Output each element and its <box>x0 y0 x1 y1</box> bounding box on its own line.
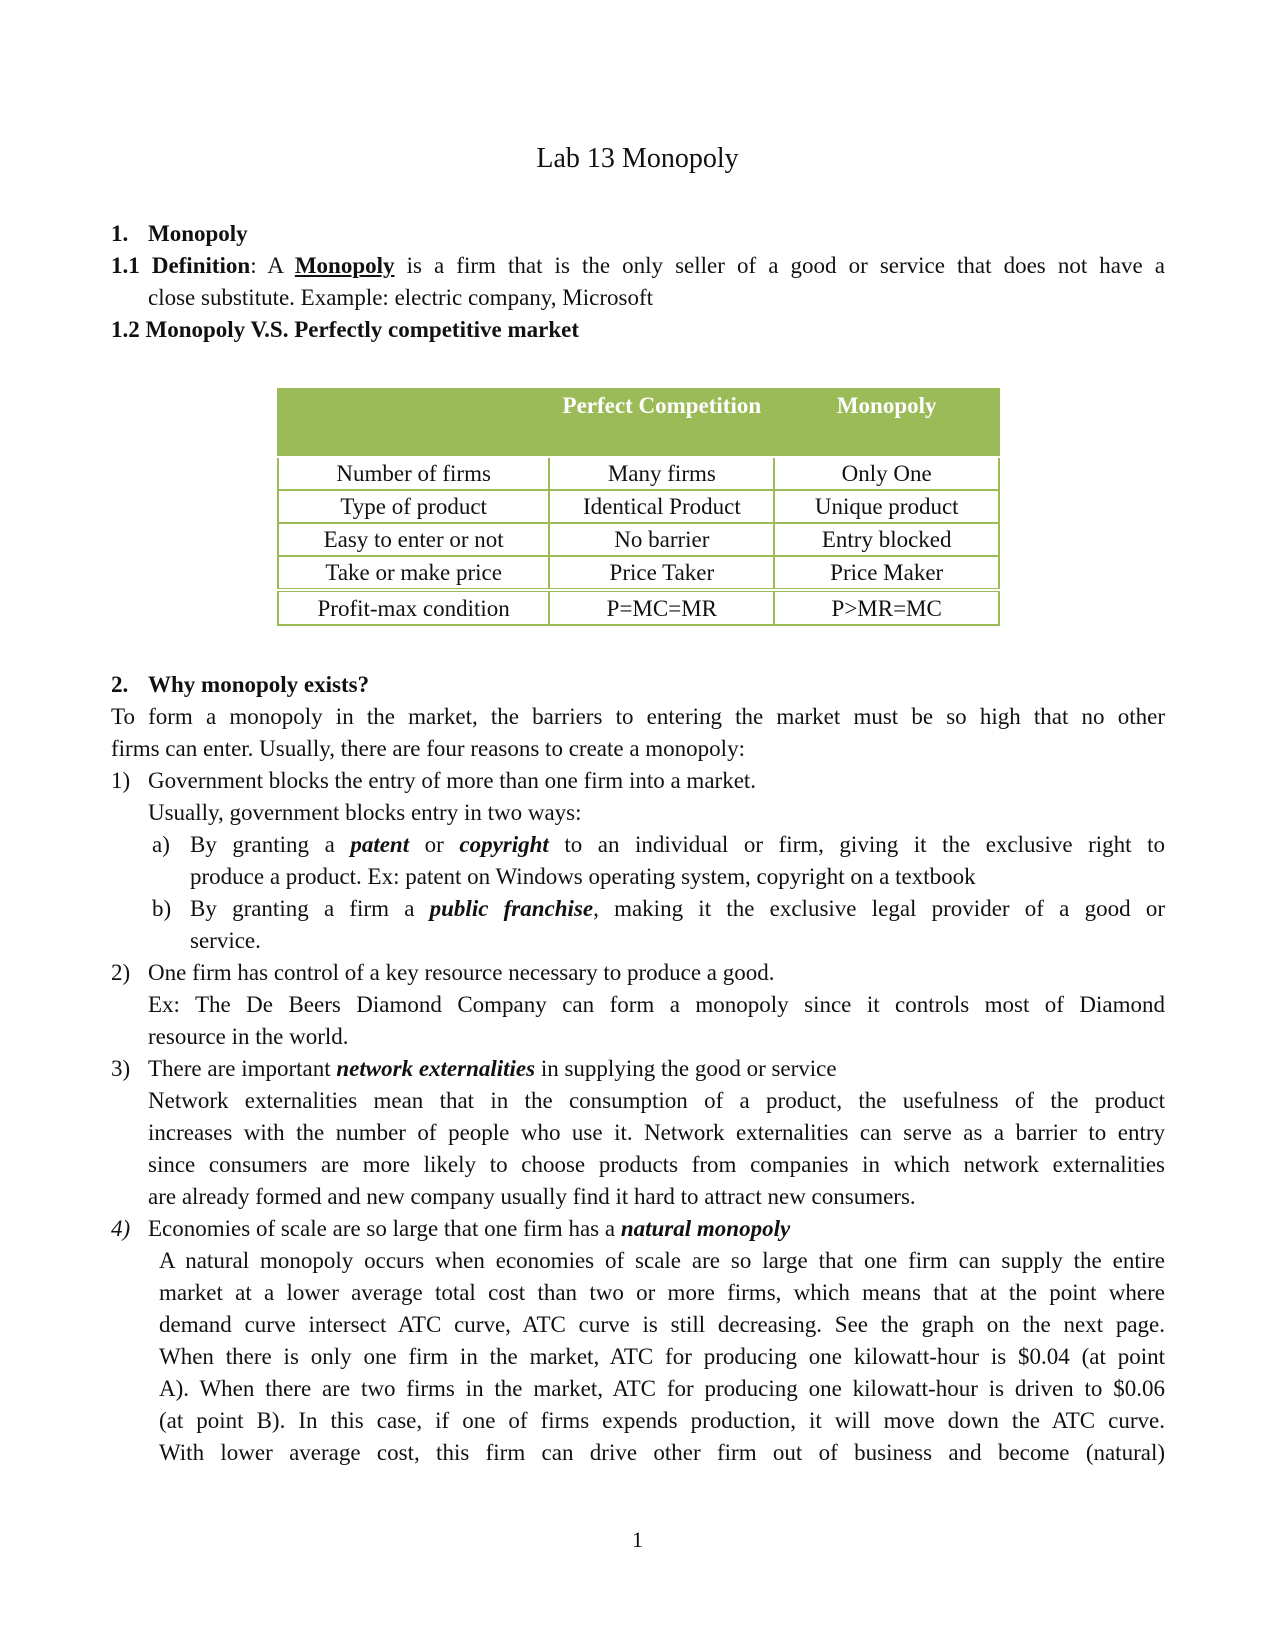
reason-4-explanation-line: A). When there are two firms in the market, ATC for producing one kilowatt-hour is driven to $0.06 <box>159 1376 1165 1401</box>
table-cell: Price Taker <box>549 556 774 590</box>
reason-2-number: 2) <box>111 960 131 985</box>
table-row <box>278 590 999 625</box>
reason-3-explanation-line: since consumers are more likely to choose products from companies in which network externalities <box>148 1152 1165 1177</box>
reason-3-number: 3) <box>111 1056 131 1081</box>
section-1-number: 1. <box>111 221 129 246</box>
table-cell: Identical Product <box>549 490 774 523</box>
reason-2-text: One firm has control of a key resource necessary to produce a good. <box>148 960 775 985</box>
section-1-2-heading: 1.2 Monopoly V.S. Perfectly competitive market <box>111 317 579 342</box>
section-2-heading: Why monopoly exists? <box>148 672 370 697</box>
reason-4-explanation-line: demand curve intersect ATC curve, ATC curve is still decreasing. See the graph on the next page. <box>159 1312 1165 1337</box>
reason-4-explanation-line: (at point B). In this case, if one of firms expends production, it will move down the ATC curve. <box>159 1408 1165 1433</box>
reason-3-explanation-line: are already formed and new company usually find it hard to attract new consumers. <box>148 1184 916 1209</box>
reason-1a-text: By granting a patent or copyright to an individual or firm, giving it the exclusive right to <box>190 832 1165 857</box>
table-row <box>278 523 999 556</box>
page-number: 1 <box>632 1527 643 1552</box>
section-2-intro-line: To form a monopoly in the market, the barriers to entering the market must be so high that no other <box>111 704 1165 729</box>
page-title: Lab 13 Monopoly <box>536 143 739 174</box>
reason-1-number: 1) <box>111 768 131 793</box>
reason-2-example: Ex: The De Beers Diamond Company can form a monopoly since it controls most of Diamond <box>148 992 1165 1017</box>
reason-3-text: There are important network externalities in supplying the good or service <box>148 1056 837 1081</box>
reason-4-number: 4) <box>111 1216 131 1241</box>
table-cell: Unique product <box>774 490 999 523</box>
table-cell: Number of firms <box>278 457 549 490</box>
table-header-cell: Perfect Competition <box>549 389 774 457</box>
reason-4-explanation-line: A natural monopoly occurs when economies of scale are so large that one firm can supply the entire <box>159 1248 1165 1273</box>
table-cell: Price Maker <box>774 556 999 590</box>
comparison-table <box>277 388 1000 626</box>
table-cell: No barrier <box>549 523 774 556</box>
section-2-number: 2. <box>111 672 129 697</box>
reason-3-explanation-line: increases with the number of people who use it. Network externalities can serve as a barrier to entry <box>148 1120 1165 1145</box>
reason-1-subtext: Usually, government blocks entry in two ways: <box>148 800 582 825</box>
reason-1b-text: By granting a firm a public franchise, making it the exclusive legal provider of a good or <box>190 896 1165 921</box>
table-cell: Many firms <box>549 457 774 490</box>
definition-continued: close substitute. Example: electric company, Microsoft <box>148 285 654 310</box>
reason-1-text: Government blocks the entry of more than one firm into a market. <box>148 768 757 793</box>
definition-paragraph: 1.1 Definition: A Monopoly is a firm that is the only seller of a good or service that does not have a <box>111 253 1166 278</box>
reason-1b-letter: b) <box>152 896 172 921</box>
reason-4-explanation-line: With lower average cost, this firm can drive other firm out of business and become (natural) <box>159 1440 1165 1465</box>
reason-1b-continued: service. <box>190 928 261 953</box>
table-row <box>278 556 999 590</box>
table-cell: Easy to enter or not <box>278 523 549 556</box>
table-header-row <box>278 389 999 457</box>
table-cell: P=MC=MR <box>549 590 774 625</box>
table-cell: P>MR=MC <box>774 590 999 625</box>
reason-1a-letter: a) <box>152 832 170 857</box>
reason-4-explanation-line: When there is only one firm in the market, ATC for producing one kilowatt-hour is $0.04 (at point <box>159 1344 1165 1369</box>
table-row <box>278 457 999 490</box>
reason-4-text: Economies of scale are so large that one firm has a natural monopoly <box>148 1216 791 1241</box>
reason-4-explanation-line: market at a lower average total cost than two or more firms, which means that at the point where <box>159 1280 1165 1305</box>
section-2-intro-line: firms can enter. Usually, there are four reasons to create a monopoly: <box>111 736 745 761</box>
table-row <box>278 490 999 523</box>
table-cell: Take or make price <box>278 556 549 590</box>
table-header-cell: Monopoly <box>774 389 999 457</box>
table-cell: Type of product <box>278 490 549 523</box>
reason-2-example-continued: resource in the world. <box>148 1024 349 1049</box>
table-header-cell <box>278 389 549 457</box>
reason-3-explanation-line: Network externalities mean that in the consumption of a product, the usefulness of the product <box>148 1088 1165 1113</box>
section-1-heading: Monopoly <box>148 221 248 246</box>
reason-1a-continued: produce a product. Ex: patent on Windows operating system, copyright on a textbook <box>190 864 976 889</box>
monopoly-term: Monopoly <box>294 253 395 278</box>
table-cell: Profit-max condition <box>278 590 549 625</box>
table-cell: Entry blocked <box>774 523 999 556</box>
table-cell: Only One <box>774 457 999 490</box>
